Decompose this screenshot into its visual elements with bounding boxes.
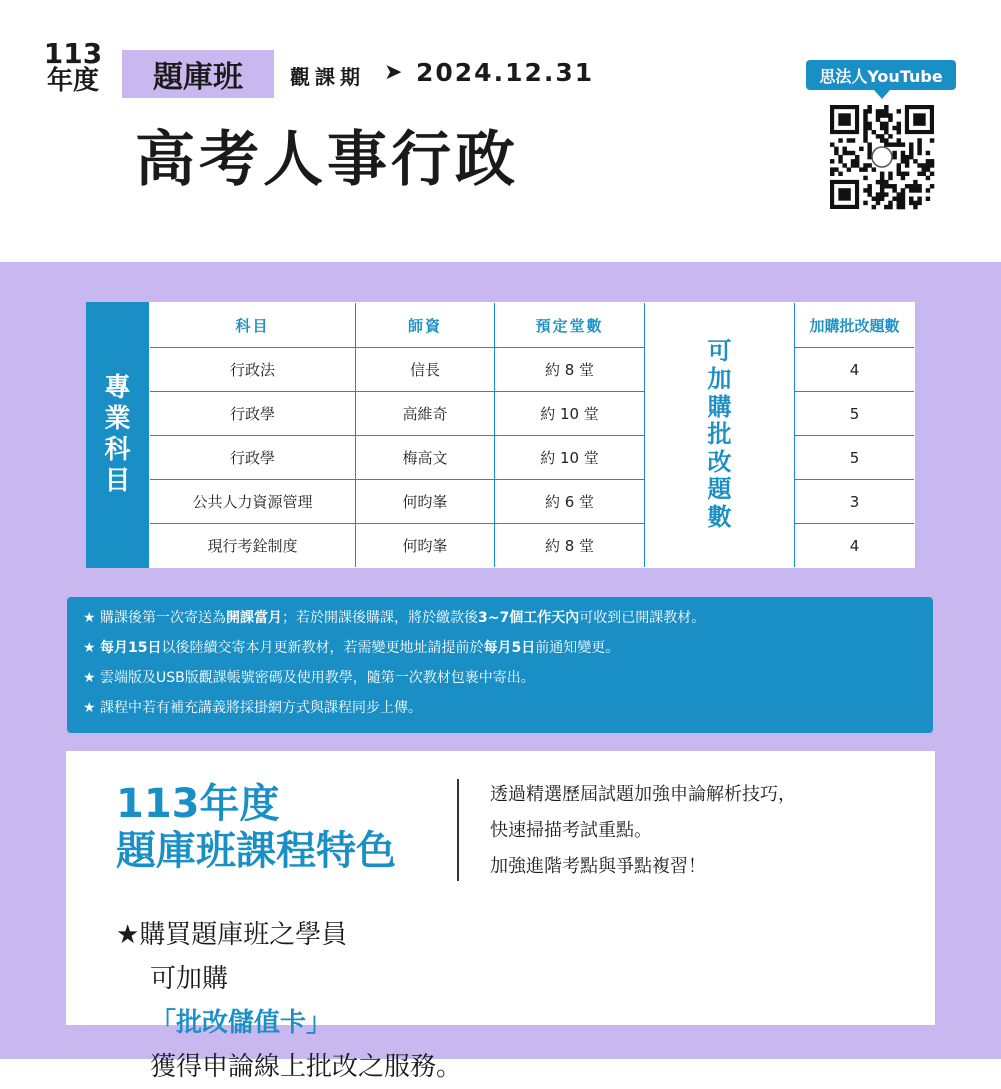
table-cell-subject: 現行考銓制度	[207, 537, 298, 555]
features-title	[116, 781, 396, 875]
qr-code-graphic	[830, 105, 934, 209]
middle-label-purchasable-grading	[645, 303, 794, 567]
table-divider	[795, 347, 914, 348]
year-number: 113	[43, 37, 103, 70]
side-label-professional-subjects	[86, 302, 149, 568]
page-title: 高考人事行政	[135, 125, 519, 195]
table-cell-grading: 5	[849, 448, 860, 467]
table-cell-teacher: 高維奇	[402, 405, 448, 423]
middle-label-char: 購	[707, 392, 732, 421]
table-divider	[494, 303, 495, 567]
table-cell-subject: 行政學	[229, 449, 275, 467]
table-divider	[795, 479, 914, 480]
side-label-char: 業	[104, 403, 131, 434]
table-cell-sessions: 約 6 堂	[544, 493, 595, 511]
note-line	[83, 693, 933, 723]
grading-card-highlight: 「批改儲值卡」	[150, 1008, 333, 1038]
middle-label-char: 題	[707, 475, 732, 504]
features-panel	[66, 751, 935, 1082]
features-title-line: 113年度	[116, 781, 280, 827]
side-label-char: 科	[104, 435, 131, 465]
note-emphasis: 每月5日	[483, 640, 536, 656]
table-cell-teacher: 信長	[409, 361, 440, 379]
note-text: ★ 雲端版及USB版觀課帳號密碼及使用教學，隨第一次教材包裹中寄出。	[83, 670, 535, 686]
table-divider	[150, 479, 644, 480]
middle-label-char: 加	[707, 365, 732, 394]
viewing-period-date: 2024.12.31	[416, 58, 595, 87]
side-label-char: 專	[104, 372, 131, 403]
table-divider	[355, 303, 356, 567]
table-divider	[150, 523, 644, 524]
table-cell-teacher: 何昀峯	[402, 537, 448, 555]
header	[0, 0, 1001, 262]
note-text: ★	[83, 640, 101, 656]
features-description	[490, 777, 796, 885]
features-description-line: 加強進階考點與爭點複習！	[490, 856, 706, 877]
promo-line	[116, 957, 462, 1089]
table-cell-grading: 4	[849, 360, 860, 379]
table-divider	[795, 435, 914, 436]
table-cell-grading: 3	[849, 492, 860, 511]
middle-label-char: 改	[707, 447, 732, 476]
table-divider	[150, 391, 644, 392]
table-divider	[795, 523, 914, 524]
column-header-grading-count: 加購批改題數	[809, 316, 900, 335]
table-cell-grading: 4	[849, 536, 860, 555]
column-header-teacher: 師資	[407, 316, 442, 335]
note-text: ；若於開課後購課，將於繳款後	[282, 610, 479, 626]
table-cell-subject: 行政法	[229, 361, 275, 379]
table-cell-subject: 公共人力資源管理	[192, 493, 313, 511]
middle-label-char: 可	[707, 337, 732, 366]
table-cell-grading: 5	[849, 404, 860, 423]
table-cell-sessions: 約 8 堂	[544, 537, 595, 555]
note-text: ★ 課程中若有補充講義將採掛網方式與課程同步上傳。	[83, 700, 422, 716]
note-text: 可收到已開課教材。	[579, 610, 706, 626]
column-header-subject: 科目	[235, 316, 270, 335]
features-description-line: 透過精選歷屆試題加強申論解析技巧，	[490, 784, 796, 805]
year-unit: 年度	[46, 66, 99, 96]
table-divider	[644, 303, 645, 567]
promo-line: ★購買題庫班之學員	[116, 920, 348, 950]
table-divider	[150, 435, 644, 436]
note-text: 前通知變更。	[535, 640, 620, 656]
table-divider	[150, 347, 644, 348]
features-title-line: 題庫班課程特色	[116, 828, 396, 875]
table-cell-sessions: 約 10 堂	[540, 449, 599, 467]
promo-text	[116, 913, 462, 1089]
class-name-tag: 題庫班	[122, 50, 274, 98]
youtube-badge[interactable]: 思法人YouTube	[806, 60, 956, 90]
middle-label-char: 數	[707, 502, 732, 531]
table-divider	[794, 303, 795, 567]
table-cell-sessions: 約 8 堂	[544, 361, 595, 379]
notes-panel	[67, 597, 933, 733]
note-line	[83, 603, 933, 633]
viewing-period-label: 觀課期	[290, 65, 365, 89]
features-description-line: 快速掃描考試重點。	[490, 820, 652, 841]
note-line	[83, 663, 933, 693]
side-label-char: 目	[104, 466, 131, 497]
note-line	[83, 633, 933, 663]
features-divider	[457, 779, 459, 881]
note-text: 以後陸續交寄本月更新教材，若需變更地址請提前於	[161, 640, 484, 656]
table-divider	[795, 391, 914, 392]
table-cell-teacher: 梅高文	[402, 449, 448, 467]
table-cell-subject: 行政學	[229, 405, 275, 423]
note-text: ★ 購課後第一次寄送為	[83, 610, 227, 626]
qr-code-icon[interactable]	[830, 105, 934, 209]
arrow-right-icon: ➤	[384, 60, 403, 85]
middle-label-char: 批	[707, 420, 732, 449]
column-header-sessions: 預定堂數	[535, 316, 604, 335]
promo-text-pre: 可加購	[150, 964, 229, 994]
note-emphasis: 3~7個工作天內	[478, 610, 580, 626]
note-emphasis: 開課當月	[226, 610, 283, 626]
table-cell-teacher: 何昀峯	[402, 493, 448, 511]
note-emphasis: 每月15日	[100, 640, 162, 656]
promo-text-post: 獲得申論線上批改之服務。	[150, 1052, 463, 1082]
table-cell-sessions: 約 10 堂	[540, 405, 599, 423]
year-block	[38, 37, 108, 96]
